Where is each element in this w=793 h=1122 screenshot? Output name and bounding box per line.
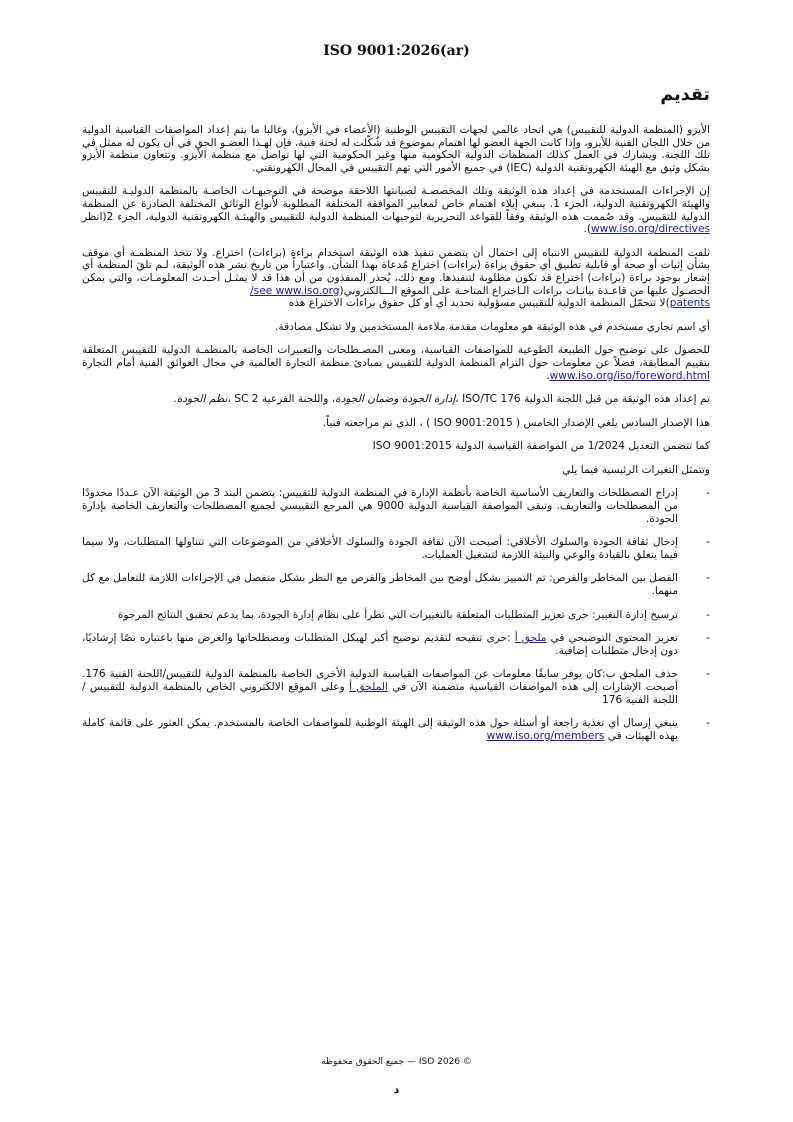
list-item	[82, 609, 710, 622]
list-dash: -	[706, 608, 710, 621]
paragraph-edition: هذا الإصدار السادس يلغي الإصدار الخامس ( ISO 9001:2015 ) ، الذي تم مراجعته فنياً.	[322, 416, 710, 429]
foreword-link[interactable]: www.iso.org/iso/foreword.html	[549, 369, 710, 382]
list-item-text: تعزيز المحتوى التوضيحي في	[546, 632, 678, 645]
list-item-text: إدراج المصطلحات والتعاريف الأساسية الخاصة بأنظمة الإدارة في المنظمة الدولية للتقييس: يتضمن البند 3 من الوثيقة الآن عـددًا محدودًا من المصطلحات والتعاريف. وتبقى المواصفة القياسية الدولية 9000 هي المرجع التقييسي لجميع المصطلحات والتعاريف الخاصة بإدارة الجودة.	[82, 487, 678, 525]
paragraph-trade-name: أي اسم تجاري مستخدم في هذه الوثيقة هو معلومات مقدمة ملاءمة المستخدمين ولا تشكل مصادقة.	[275, 320, 710, 333]
section-title: تقديم	[660, 85, 710, 105]
list-item	[82, 668, 710, 706]
paragraph-changes-intro: وتتمثل التغيرات الرئيسية فيما يلي	[562, 463, 710, 476]
paragraph-foreword-info	[82, 344, 710, 382]
paragraph-text-end: )لا تتحمّل المنظمة الدولية للتقييس مسؤولية تحديد أي أو كل حقوق براءات الاختراع هذه	[288, 297, 670, 310]
paragraph-directives	[82, 185, 710, 235]
list-item-text: الفصل بين المخاطر والفرص: تم التمييز بشكل أوضح بين المخاطر والفرص مع النظر بشكل منفصل في الإجراءات اللازمة للتعامل مع كل منهما.	[82, 572, 678, 598]
paragraph-text: ثلفت المنظمة الدولية للتقييس الانتباه إلى احتمال أن يتضمن تنفيذ هذه الوثيقة استخدام براءة (براءات) اختراع. ولا تتخذ المنظمـة أي موقف بشأن إثبات أو صحة أو قابلية تطبيق أي حقوق براءة (براءات) اختراع مُدعاة بهذا الشأن. واعتباراً من تاريخ نشر هذه الوثيقة، لـم تلقَ المنظمة أي إشعار بوجود براءة (براءات) اختراع قد تكون مطلوبة لتنفيذها. ومع ذلك، يُحذر المنفذون من أن هذا قد لا يمثـل أحـدث المعلومـات، والتي يمكن الحصـول عليها من قاعـدة بيانـات براءات الـاختراع المتاحـة على الموقع الـــالكتروني(	[82, 246, 710, 297]
footer-copyright: © ISO 2026 — جميع الحقوق محفوظة	[321, 1057, 472, 1067]
list-dash: -	[706, 668, 710, 681]
page-content	[82, 84, 710, 753]
changes-list	[82, 487, 710, 742]
paragraph-iso-intro: الأيزو (المنظمة الدولية للتقييس) هي اتحاد عالمي لجهات التقييس الوطنية (الأعضاء في الأيزو)، وغالبا ما يتم إعداد المواصفات القياسية الدولية من خلال اللجان الفنية للأيزو، وإذا كانت الجهة العضو لها اهتمام بموضوع قد شُكّلت له لجنة فنية، فإن لهـذا العضـو الحق في أن يكون له ممثل في تلك اللجنة. ويشارك في العمل كذلك المنظمات الدولية الحكومية منها وغير الحكومية التي لها تواصل مع منظمة الأيزو. وتتعاون منظمة الأيزو بشكل وثيق مع الهيئة الكهروتقنية الدولية (IEC) في جميع الأمور التي تهم التقييس في المجال الكهروتقني.	[82, 124, 710, 174]
committee-text-b: ، واللجنة الفرعية SC 2 ،	[227, 393, 336, 406]
list-item-text: ترسيخ إدارة التغيير: حرى تعزيز المتطلبات المتعلقة بالتغييرات التي تطرأ على نظام إدارة الجودة، بما يدعم تحقيق النتائج المرجوة	[117, 608, 678, 621]
patents-link-part1[interactable]: see www.iso.org/	[250, 284, 340, 297]
page-number: د	[393, 1083, 400, 1096]
list-item	[82, 487, 710, 525]
list-dash: -	[706, 632, 710, 645]
list-item	[82, 717, 710, 742]
annex-a-link[interactable]: الملحق أ	[349, 681, 388, 693]
patents-link-part2[interactable]: patents	[669, 297, 710, 310]
paragraph-text-end: .	[546, 369, 550, 382]
paragraph-text: للحصول على توضيح حول الطبيعة الطوعية للمواصفات القياسية، ومعنى المصـطلحات والتعبيرات الخاصة بالمنظمـة الدولية للتقييس المتعلقة بتقييم المطابقة، فضلاً عن معلومات حول التزام المنظمة الدولية للتقييس بمبادئ منظمة التجارة العالمية في مجال العوائق الفنية أمام التجارة	[82, 344, 710, 369]
list-item-text: ينبغي إرسال أي تغذية راجعة أو أسئلة حول هذه الوثيقة إلى الهيئة الوطنية للمواصفات الخاصة بالمستخدم. يمكن العثور على قائمة كاملة بهذه الهيئات في	[82, 717, 678, 742]
list-dash: -	[706, 717, 710, 730]
committee-text-c: .	[173, 393, 177, 406]
annex-a-link[interactable]: ملحق أ	[514, 632, 547, 645]
list-item	[82, 536, 710, 561]
list-item-text: :حرى تنقيحه لتقديم توضيح أكبر لهيكل المتطلبات ومصطلحاتها والغرض منها باعتباره نصًا إرشاديًا، دون إدخال متطلبات إضافية.	[82, 632, 678, 657]
paragraph-amendment: كما تتضمن التعديل 1/2024 من المواصفة القياسية الدولية ISO 9001:2015	[372, 440, 710, 453]
list-item-text: حذف الملحق ب:كان يوفر سابقًا معلومات عن المواصفات القياسية الدولية الأخرى الخاصة بالمنظمة الدولية للتقييس/اللجنة الفنية 176. أصبحت الإشارات إلى هذه المواصفات القياسية متضمنة الآن في	[82, 668, 678, 693]
list-item	[82, 572, 710, 597]
directives-link[interactable]: www.iso.org/directives	[591, 223, 710, 236]
committee-name: إدارة الجودة وضمان الجودة	[335, 393, 456, 406]
document-header: ISO 9001:2026(ar)	[323, 43, 470, 59]
paragraph-committee	[82, 393, 710, 406]
members-link[interactable]: www.iso.org/members	[486, 729, 605, 742]
list-dash: -	[706, 487, 710, 500]
list-dash: -	[706, 536, 710, 549]
paragraph-patents	[82, 247, 710, 310]
list-dash: -	[706, 572, 710, 585]
paragraph-text: إن الإجراءات المستخدمة في إعداد هذه الوثيقة وتلك المخصصـة لصيانتها اللاحقة موضحة في التوجيهـات الخاصـة بالمنظمة الدوليـة للتقييس والهيئة الكهروتقنية الدولية، الجزء 1. ينبغي إيلاء اهتمام خاص لمعايير الموافقة المختلفة المطلوبة لأنواع الوثائق المختلفة الصادرة عن المنظمة الدولية للتقييس. وقد صُممت هذه الوثيقة وفقاً للقواعد التحريرية لتوجيهات المنظمة الدولية للتقييس والهيئـة الكهروتقنية الدولية، الجزء 2(انظر	[82, 185, 710, 223]
list-item	[82, 632, 710, 657]
committee-text-a: تم إعداد هذه الوثيقة من قبل اللجنة الدولية ISO/TC 176 ،	[455, 393, 710, 406]
list-item-text: وعلى الموقع الالكتروني الخاص بالمنظمة الدولية للتقييس /اللجنة الفنية 176	[82, 681, 678, 706]
list-item-text: إدخال ثقافة الجودة والسلوك الأخلاقي: أصبحت الآن ثقافة الجودة والسلوك الأخلاقي من الموضوعات التي تتناولها المتطلبات، ولا سيما فيما يتعلق بالقيادة والوعي والبيئة اللازمة لتشغيل العمليات.	[82, 536, 678, 561]
subcommittee-name: نظم الجودة	[176, 393, 228, 406]
paragraph-text-end: ).	[583, 223, 591, 236]
